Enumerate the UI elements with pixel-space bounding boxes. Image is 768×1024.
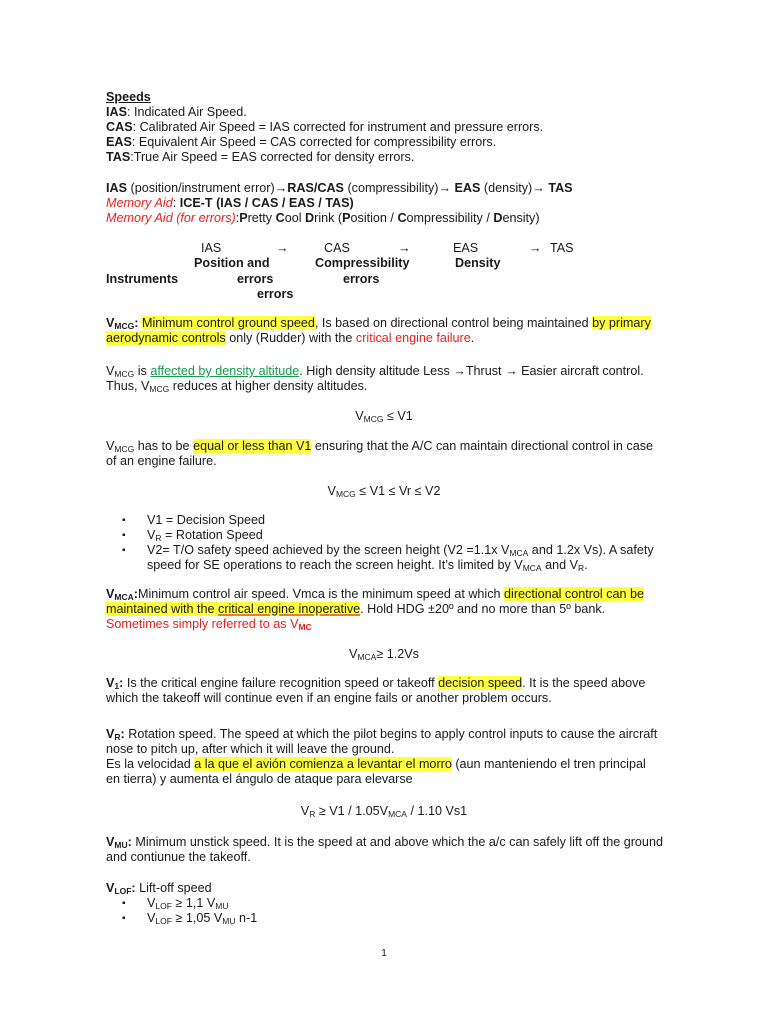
- def-tas: TAS:True Air Speed = EAS corrected for density errors.: [106, 150, 415, 164]
- diagram-eas: EAS: [453, 241, 479, 255]
- formula-vmcg-v1: $V_{MCG} \le V1$: [355, 409, 413, 424]
- diagram-instruments: Instruments: [106, 272, 179, 286]
- formula-vmca: $V_{MCA}\ge 1.2Vs$: [349, 647, 419, 662]
- page-number: 1: [381, 948, 387, 959]
- diagram-ias: IAS: [201, 241, 222, 255]
- speeds-section: [106, 90, 662, 165]
- vmca-definition: $V_{MCA}:Minimum$ control air speed. Vmca is the minimum speed at which directional control can be maintained with the critical engine inoperative. Hold HDG ±20º and no more than 5º bank. Sometimes simply referred to as $V_{MC}$: [106, 587, 645, 632]
- formula-vr: $V_R \ge V1 / 1.05V_{MCA} / 1.10$ Vs1: [300, 804, 468, 819]
- def-cas: CAS: Calibrated Air Speed = IAS corrected for instrument and pressure errors.: [106, 120, 544, 134]
- formula-speed-order: $V_{MCG} \le V1 \le Vr \le V2$: [327, 484, 441, 499]
- arrow-icon: →: [398, 241, 411, 255]
- memory-aid-errors: Memory Aid (for errors):Pretty Cool Drink (Position / Compressibility / Density): [106, 211, 540, 225]
- diagram-density: Density: [455, 256, 501, 270]
- vr-definition: $V_R$: Rotation speed. The speed at which the pilot begins to apply control inputs to cause the aircraft nose to pitch up, after which it will leave the ground. Es la velocidad a la que el avión comienza a levantar el morro (aun manteniendo el tren principal en tierra) y aumenta el ángulo de ataque para elevarse: [106, 727, 658, 786]
- diagram-position-l2: errors: [237, 272, 274, 286]
- vmcg-density-paragraph: $V_{MCG}$ is affected by density altitude. High density altitude Less →Thrust → Easier aircraft control. Thus, $V_{MCG}$ reduces at higher density altitudes.: [106, 364, 644, 394]
- diagram-compress-l1: Compressibility: [315, 256, 410, 270]
- list-item: ▪ $V_{LOF} \ge 1,1$ $V_{MU}$: [106, 896, 662, 911]
- arrow-icon: →: [529, 241, 542, 255]
- diagram-tas: TAS: [550, 241, 574, 255]
- arrow-icon: →: [276, 241, 289, 255]
- list-item: ▪ V1 = Decision Speed: [106, 513, 662, 528]
- vmu-definition: $V_{MU}$: Minimum unstick speed. It is the speed at and above which the a/c can safely lift off the ground and contiunue the takeoff.: [106, 835, 663, 864]
- memory-aid-icet: Memory Aid: ICE-T (IAS / CAS / EAS / TAS): [106, 196, 354, 210]
- diagram-position-l1: Position and: [194, 256, 270, 270]
- def-eas: EAS: Equivalent Air Speed = CAS corrected for compressibility errors.: [106, 135, 497, 149]
- v1-definition: $V_1$: Is the critical engine failure recognition speed or takeoff decision speed. It is the speed above which the takeoff will continue even if an engine fails or another problem occurs.: [106, 676, 646, 705]
- diagram-cas: CAS: [324, 241, 350, 255]
- vmcg-definition: $V_{MCG}$: Minimum control ground speed, Is based on directional control being maintained by primary aerodynamic controls only (Rudder) with the critical engine failure.: [106, 316, 651, 345]
- diagram-compress-l2: errors: [343, 272, 380, 286]
- diagram-position-l3: errors: [257, 287, 294, 301]
- list-item: ▪ V2= T/O safety speed achieved by the screen height (V2 =1.1x $V_{MCA}$ and 1.2x Vs). A safety speed for SE operations to reach the screen height. It’s limited by $V_{MCA}$ and $V_R$.: [106, 543, 662, 573]
- conversion-chain: [106, 181, 662, 226]
- list-item: ▪ $V_R$ = Rotation Speed: [106, 528, 662, 543]
- def-ias: IAS: Indicated Air Speed.: [106, 105, 247, 119]
- vmcg-v1-paragraph: $V_{MCG}$ has to be equal or less than V1 ensuring that the A/C can maintain directional control in case of an engine failure.: [106, 439, 654, 468]
- speeds-heading: Speeds: [106, 90, 151, 104]
- list-item: ▪ $V_{LOF} \ge 1,05$ $V_{MU}$ n-1: [106, 911, 662, 926]
- vlof-definition: $V_{LOF}$: Lift-off speed ▪ $V_{LOF} \ge 1,1$ $V_{MU}$ ▪ $V_{LOF} \ge 1,05$ $V_{MU}$ n-1: [106, 881, 662, 926]
- speed-bullets: [106, 513, 662, 573]
- chain-line: IAS (position/instrument error)→RAS/CAS (compressibility)→ EAS (density)→ TAS: [106, 181, 573, 195]
